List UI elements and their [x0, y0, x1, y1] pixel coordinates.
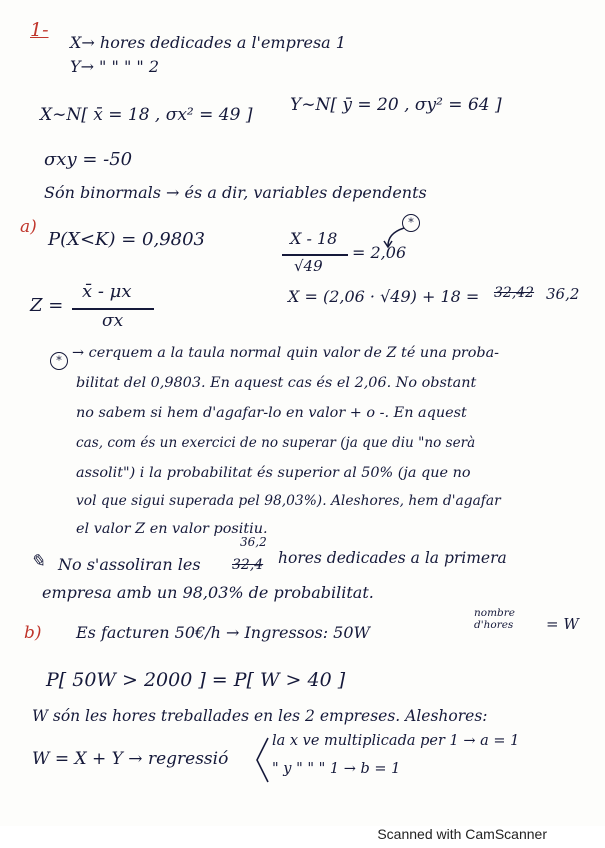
y-distribution: Y∼N[ ȳ = 20 , σy² = 64 ]	[290, 95, 502, 115]
note-line: no sabem si hem d'agafar-lo en valor + o -. En aquest	[76, 405, 467, 421]
fraction-numerator: X - 18	[290, 229, 338, 248]
part-b-line1: Es facturen 50€/h → Ingressos: 50W	[76, 623, 370, 642]
x-definition: X→ hores dedicades a l'empresa 1	[70, 33, 346, 52]
exercise-number: 1-	[30, 19, 49, 41]
probability-line: P[ 50W > 2000 ] = P[ W > 40 ]	[46, 669, 346, 691]
fraction-result: = 2,06	[352, 243, 407, 262]
y-definition: Y→ " " " " 2	[70, 57, 160, 76]
conclusion-prefix: No s'assoliran les	[58, 555, 201, 574]
brace-icon	[254, 736, 270, 784]
covariance: σxy = -50	[44, 149, 133, 170]
x-solution: X = (2,06 · √49) + 18 =	[288, 287, 480, 306]
prob-statement: P(X<K) = 0,9803	[48, 229, 206, 250]
star-icon: *	[402, 214, 420, 232]
note-line: vol que sigui superada pel 98,03%). Aleshores, hem d'agafar	[76, 493, 501, 509]
pointer-arrow-icon	[382, 226, 408, 250]
conclusion-correction: 36,2	[240, 535, 267, 549]
note-line: → cerquem a la taula normal quin valor de Z té una proba-	[72, 345, 500, 361]
x-result: 36,2	[546, 285, 580, 303]
conclusion-checkmark-icon: ✎	[30, 551, 46, 572]
part-a-label: a)	[20, 217, 37, 237]
w-definition: W són les hores treballades en les 2 empreses. Aleshores:	[32, 707, 488, 725]
binormal-note: Són binormals → és a dir, variables dependents	[44, 183, 427, 202]
z-lhs: Z =	[30, 295, 64, 316]
note-line: el valor Z en valor positiu.	[76, 521, 268, 537]
part-b-label: b)	[24, 623, 42, 643]
z-denominator: σx	[102, 311, 124, 331]
conclusion-line2: empresa amb un 98,03% de probabilitat.	[42, 583, 374, 602]
x-distribution: X∼N[ x̄ = 18 , σx² = 49 ]	[40, 105, 253, 125]
note-line: bilitat del 0,9803. En aquest cas és el 2,06. No obstant	[76, 375, 477, 391]
w-equation: W = X + Y → regressió	[32, 749, 229, 769]
brace-line2: " y " " " 1 → b = 1	[272, 761, 401, 777]
note-line: assolit") i la probabilitat és superior al 50% (ja que no	[76, 465, 471, 481]
note-marker	[50, 352, 68, 370]
x-struck-value: 32,42	[494, 285, 535, 301]
fraction-bar	[282, 254, 348, 256]
annotation: nombre d'hores	[474, 607, 515, 631]
part-b-line1-right: = W	[546, 615, 579, 633]
conclusion-suffix: hores dedicades a la primera	[278, 549, 507, 567]
fraction-denominator: √49	[294, 257, 323, 275]
conclusion-struck: 32,4	[232, 557, 264, 573]
brace-line1: la x ve multiplicada per 1 → a = 1	[272, 733, 520, 749]
z-fraction-bar	[72, 308, 154, 310]
z-numerator: x̄ - μx	[82, 281, 132, 302]
scanner-watermark: Scanned with CamScanner	[377, 826, 547, 842]
star-icon: *	[50, 352, 68, 370]
note-line: cas, com és un exercici de no superar (ja que diu "no serà	[76, 435, 476, 451]
